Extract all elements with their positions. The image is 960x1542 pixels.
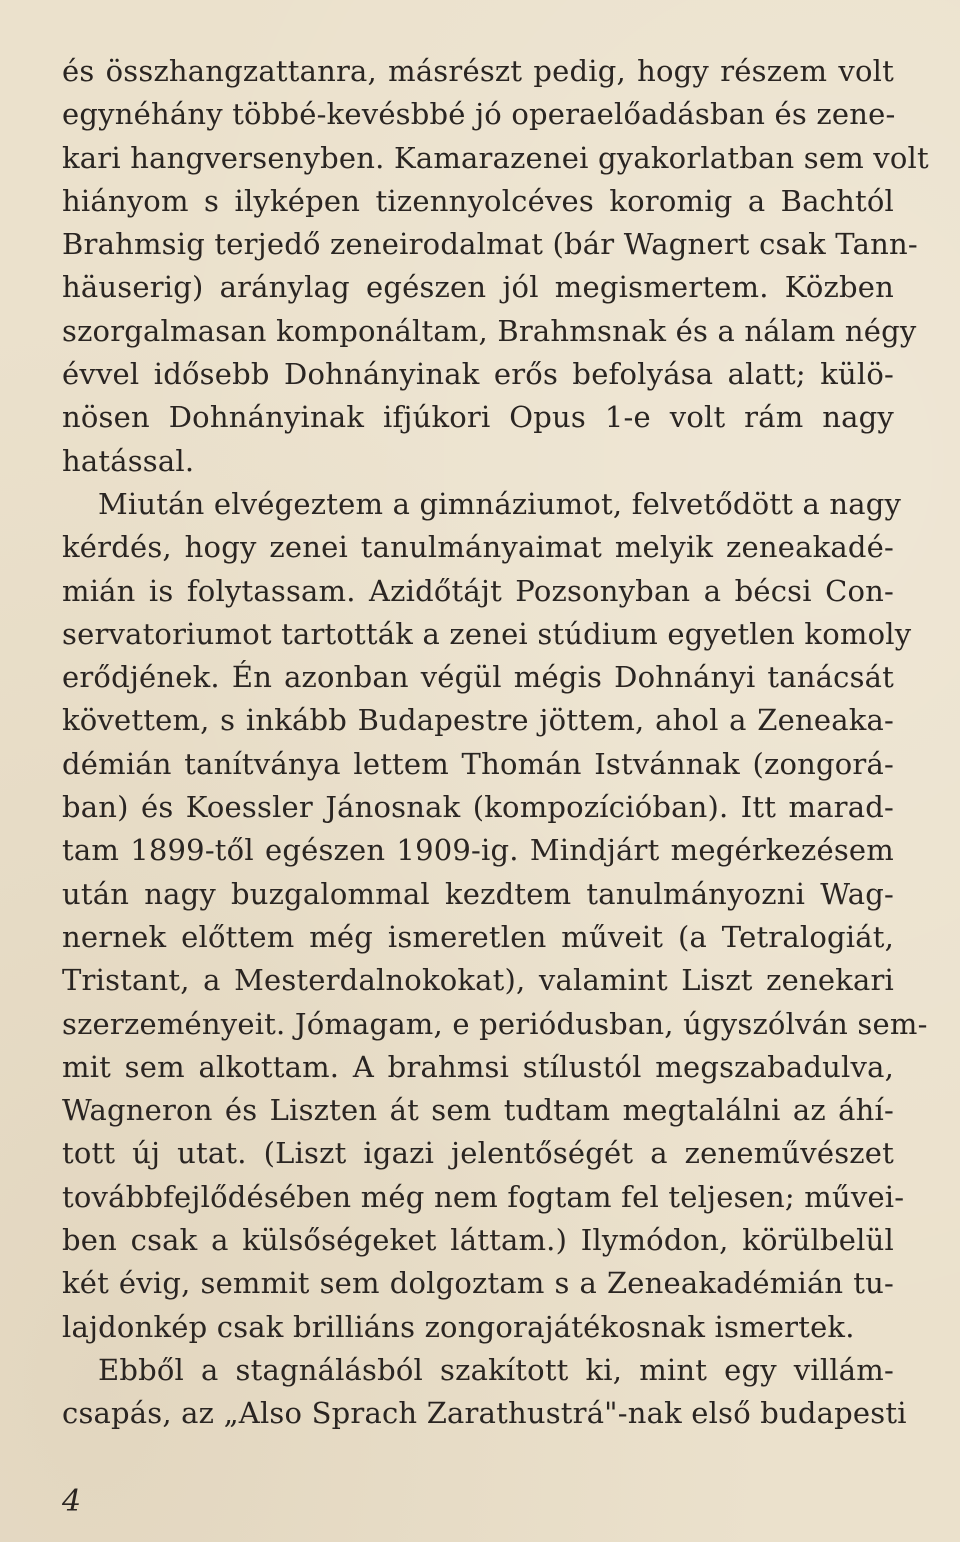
text-line: és összhangzattanra, másrészt pedig, hogy részem volt (62, 54, 894, 88)
text-line: erődjének. Én azonban végül mégis Dohnányi tanácsát (62, 660, 894, 695)
text-line: követtem, s inkább Budapestre jöttem, ahol a Zeneaka- (62, 703, 894, 738)
text-line: továbbfejlődésében még nem fogtam fel teljesen; művei- (62, 1179, 905, 1214)
text-line: nösen Dohnányinak ifjúkori Opus 1-e volt rám nagy (62, 400, 894, 435)
paragraph (62, 1349, 907, 1436)
text-line: mián is folytassam. Azidőtájt Pozsonyban a bécsi Con- (62, 573, 894, 608)
text-line: hatással. (62, 443, 195, 478)
paragraph (62, 483, 928, 1349)
text-line: Miután elvégeztem a gimnáziumot, felvetődött a nagy (98, 486, 902, 521)
text-line: tam 1899-től egészen 1909-ig. Mindjárt megérkezésem (62, 833, 894, 868)
text-line: évvel idősebb Dohnányinak erős befolyása alatt; külö- (62, 357, 894, 392)
text-line: után nagy buzgalommal kezdtem tanulmányozni Wag- (62, 876, 894, 911)
text-line: lajdonkép csak brilliáns zongorajátékosnak ismertek. (62, 1309, 855, 1344)
text-line: egynéhány többé-kevésbbé jó operaelőadásban és zene- (62, 97, 896, 132)
page-number: 4 (62, 1484, 82, 1519)
text-line: ben csak a külsőségeket láttam.) Ilymódon, körülbelül (62, 1223, 894, 1258)
text-line: Brahmsig terjedő zeneirodalmat (bár Wagnert csak Tann- (62, 227, 918, 262)
text-line: két évig, semmit sem dolgoztam s a Zeneakadémián tu- (62, 1266, 894, 1301)
text-line: Wagneron és Liszten át sem tudtam megtalálni az áhí- (62, 1093, 894, 1128)
text-line: mit sem alkottam. A brahmsi stílustól megszabadulva, (62, 1049, 894, 1084)
text-line: tott új utat. (Liszt igazi jelentőségét a zeneművészet (62, 1136, 894, 1171)
text-line: démián tanítványa lettem Thomán Istvánnak (zongorá- (62, 746, 894, 781)
text-line: kérdés, hogy zenei tanulmányaimat melyik zeneakadé- (62, 530, 894, 565)
text-line: csapás, az „Also Sprach Zarathustrá"-nak első budapesti (62, 1396, 907, 1431)
body-text (62, 50, 929, 1436)
paragraph (62, 50, 929, 483)
text-line: ban) és Koessler Jánosnak (kompozícióban). Itt marad- (62, 790, 894, 825)
text-line: szorgalmasan komponáltam, Brahmsnak és a nálam négy (62, 313, 917, 348)
text-line: nernek előttem még ismeretlen műveit (a Tetralogiát, (62, 919, 894, 954)
text-line: Ebből a stagnálásból szakított ki, mint egy villám- (98, 1352, 894, 1387)
text-line: kari hangversenyben. Kamarazenei gyakorlatban sem volt (62, 140, 929, 175)
text-line: Tristant, a Mesterdalnokokat), valamint Liszt zenekari (62, 963, 894, 998)
text-line: hiányom s ilyképen tizennyolcéves koromig a Bachtól (62, 183, 894, 218)
text-line: häuserig) aránylag egészen jól megismertem. Közben (62, 270, 894, 305)
text-line: szerzeményeit. Jómagam, e periódusban, úgyszólván sem- (62, 1006, 928, 1041)
text-line: servatoriumot tartották a zenei stúdium egyetlen komoly (62, 616, 912, 651)
